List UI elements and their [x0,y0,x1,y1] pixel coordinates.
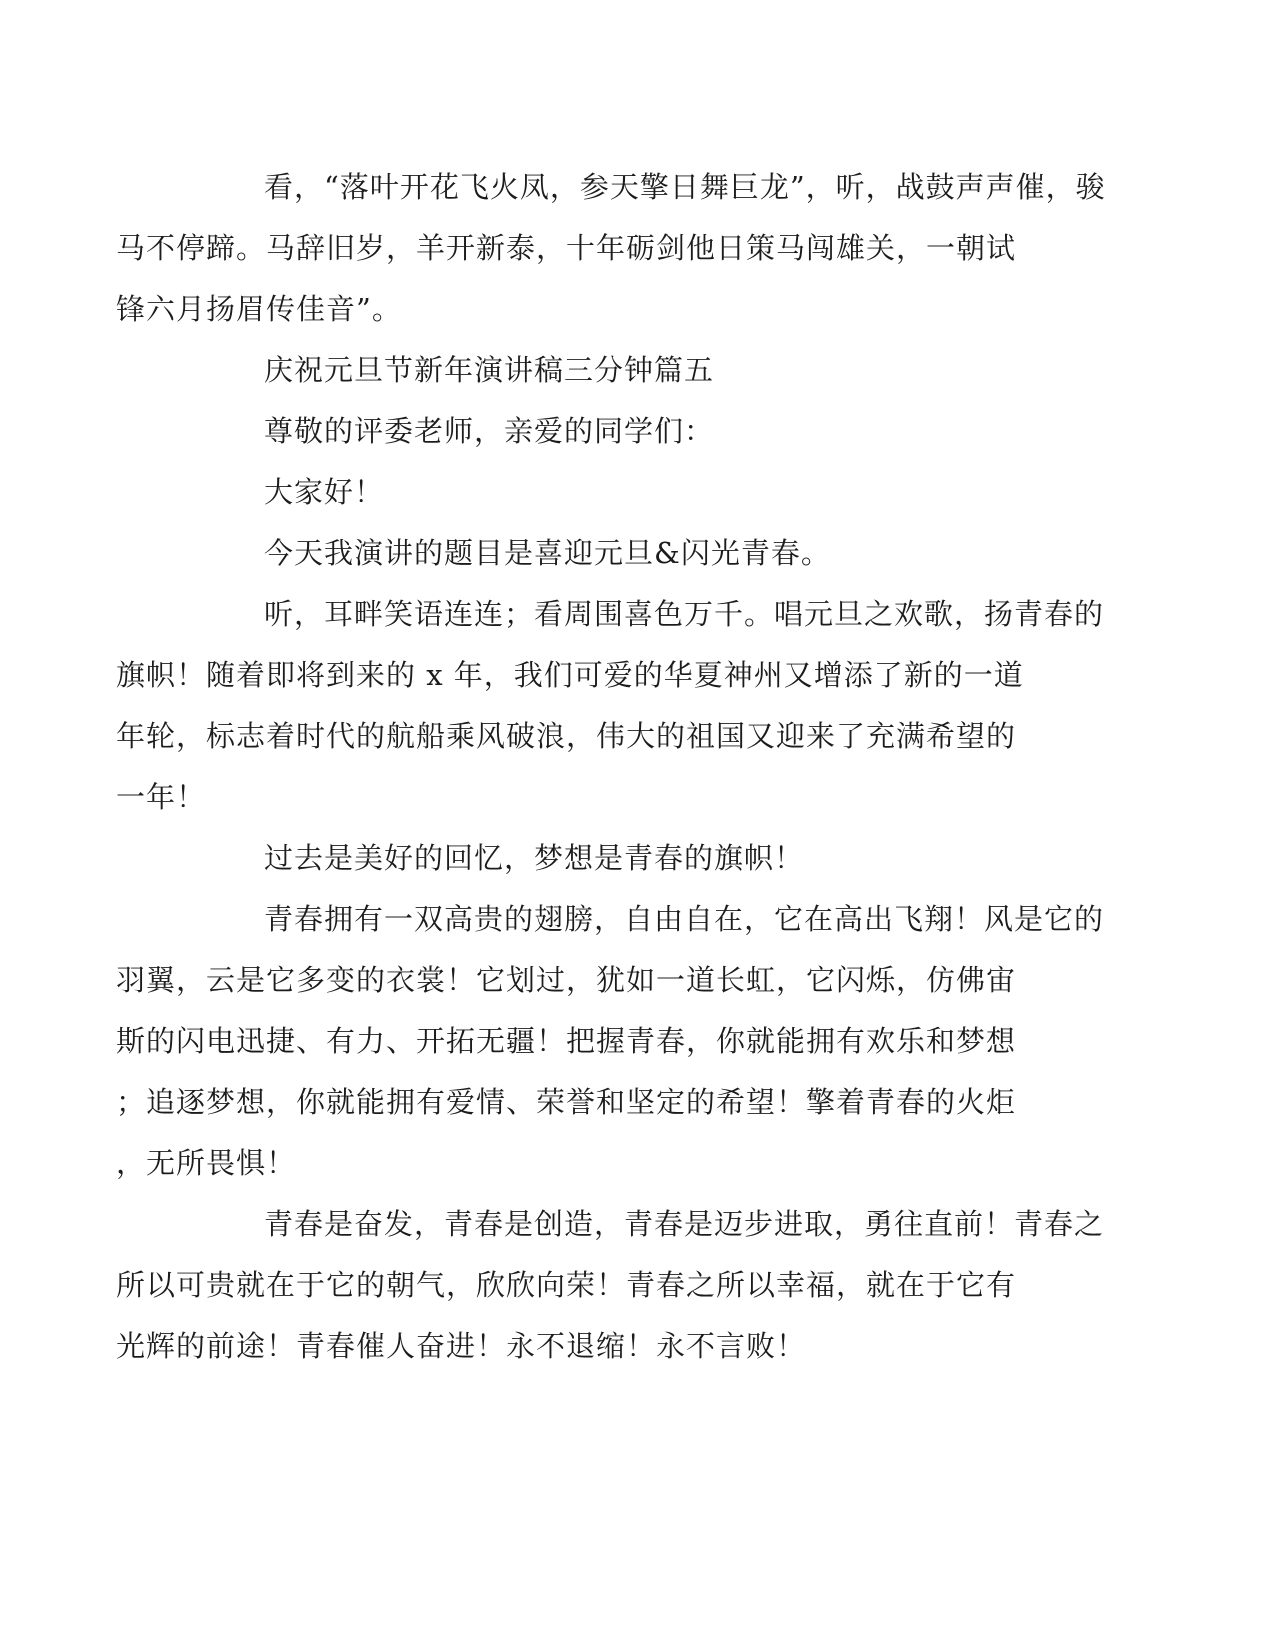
text-line: 羽翼，云是它多变的衣裳！它划过，犹如一道长虹，它闪烁，仿佛宙 [116,963,1017,997]
text-line: 今天我演讲的题目是喜迎元旦&闪光青春。 [264,536,831,570]
text-line: 旗帜！随着即将到来的 x 年，我们可爱的华夏神州又增添了新的一道 [116,658,1024,692]
text-line: 光辉的前途！青春催人奋进！永不退缩！永不言败！ [116,1329,807,1363]
text-line: 过去是美好的回忆，梦想是青春的旗帜！ [264,841,805,875]
text-line: 青春拥有一双高贵的翅膀，自由自在，它在高出飞翔！风是它的 [264,902,1105,936]
text-line: 一年！ [116,780,207,814]
document-body [116,157,1106,1377]
paragraph [190,828,1070,889]
section-heading [190,340,1070,401]
text-line: 青春是奋发，青春是创造，青春是迈步进取，勇往直前！青春之 [264,1207,1105,1241]
text-line: 年轮，标志着时代的航船乘风破浪，伟大的祖国又迎来了充满希望的 [116,719,1017,753]
text-line: 锋六月扬眉传佳音”。 [116,292,402,326]
text-line: 庆祝元旦节新年演讲稿三分钟篇五 [264,353,715,387]
paragraph [190,523,1070,584]
paragraph [116,584,1105,828]
text-line: 马不停蹄。马辞旧岁，羊开新泰，十年砺剑他日策马闯雄关，一朝试 [116,231,1017,265]
paragraph [116,1194,1105,1377]
text-line: 斯的闪电迅捷、有力、开拓无疆！把握青春，你就能拥有欢乐和梦想 [116,1024,1017,1058]
salutation [190,401,1070,462]
text-line: 尊敬的评委老师，亲爱的同学们： [264,414,715,448]
text-line: 听，耳畔笑语连连；看周围喜色万千。唱元旦之欢歌，扬青春的 [264,597,1105,631]
text-line: 看，“落叶开花飞火凤，参天擎日舞巨龙”，听，战鼓声声催，骏 [264,170,1106,204]
text-line: 所以可贵就在于它的朝气，欣欣向荣！青春之所以幸福，就在于它有 [116,1268,1017,1302]
text-line: 大家好！ [264,475,385,509]
greeting [190,462,1070,523]
text-line: ，无所畏惧！ [116,1146,297,1180]
paragraph [116,157,1106,340]
text-line: ；追逐梦想，你就能拥有爱情、荣誉和坚定的希望！擎着青春的火炬 [116,1085,1017,1119]
paragraph [116,889,1105,1194]
